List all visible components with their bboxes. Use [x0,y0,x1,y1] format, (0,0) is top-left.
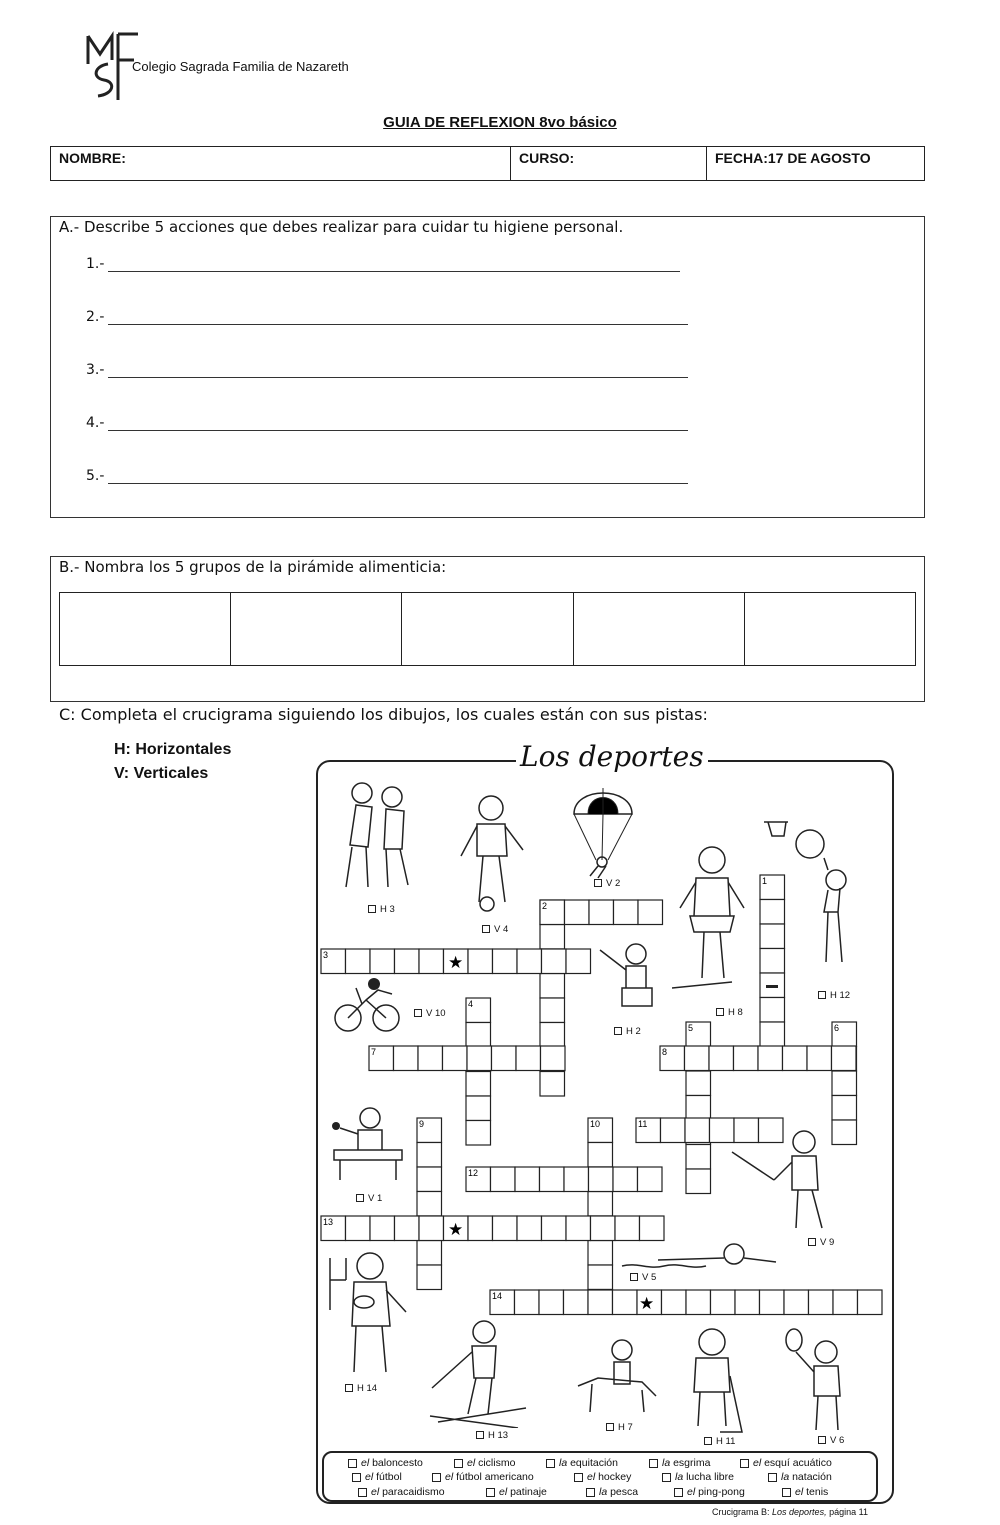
crossword-cell[interactable] [540,1167,565,1192]
word-bank-item[interactable] [348,1457,423,1469]
basketball-illustration [758,812,858,982]
clue-tag-v6 [818,1435,844,1446]
crossword-cell[interactable] [395,1216,420,1241]
crossword-cell[interactable] [735,1290,760,1315]
clue-number: 10 [590,1119,601,1129]
word-text: fútbol americano [456,1471,534,1483]
crossword-cell[interactable] [493,949,518,974]
crossword-cell[interactable] [419,1216,444,1241]
crossword-cell[interactable] [807,1046,832,1071]
crossword-cell[interactable] [662,1290,687,1315]
clue-tag-h8 [716,1007,743,1018]
word-text: fútbol [376,1471,402,1483]
clue-tag-text: V 4 [494,924,509,935]
crossword-cell[interactable] [516,1046,541,1071]
page-title: GUIA DE REFLEXION 8vo básico [383,114,617,131]
crossword-cell[interactable] [417,1143,442,1168]
crossword-cell[interactable] [466,1096,491,1121]
crossword-cell[interactable] [542,1216,567,1241]
word-text: tenis [806,1486,829,1498]
word-article: la [781,1471,793,1483]
checkbox-icon[interactable] [586,1488,595,1497]
clue-number: 2 [542,901,548,911]
clue-tag-v5 [630,1272,656,1283]
clue-number: 8 [662,1047,668,1057]
word-bank-item[interactable] [586,1486,638,1498]
checkbox-icon[interactable] [546,1459,555,1468]
checkbox-icon[interactable] [768,1473,777,1482]
crossword-cell[interactable] [638,1167,663,1192]
line-number: 3.- [86,362,105,378]
parachute-illustration [568,780,638,880]
hockey-player-illustration [680,1326,750,1436]
skater-illustration [672,842,752,992]
clue-tag-h7 [606,1422,633,1433]
crossword-cell[interactable] [566,949,591,974]
crossword-cell[interactable] [734,1046,759,1071]
crossword-cell[interactable] [783,1046,808,1071]
word-text: pesca [610,1486,639,1498]
caption-prefix: Crucigrama B: [712,1507,770,1517]
crossword-cell[interactable] [758,1046,783,1071]
crossword-cell[interactable] [419,949,444,974]
clue-tag-v10 [414,1008,446,1019]
clue-tag-text: V 1 [368,1193,383,1204]
clue-number: 7 [371,1047,377,1057]
section-b-prompt: B.- Nombra los 5 grupos de la pirámide alimenticia: [59,558,447,576]
clue-tag-h2 [614,1026,641,1037]
checkbox-icon[interactable] [782,1488,791,1497]
crossword-cell[interactable] [760,1022,785,1047]
clue-tag-h14 [345,1383,377,1394]
crossword-cell[interactable] [394,1046,419,1071]
word-article: la [559,1457,571,1469]
clue-tag-h13 [476,1430,508,1441]
legend-vertical: V: Verticales [114,765,209,782]
checkbox-icon[interactable] [486,1488,495,1497]
crossword-cell[interactable] [346,1216,371,1241]
checkbox-icon[interactable] [358,1488,367,1497]
section-c-prompt: C: Completa el crucigrama siguiendo los dibujos, los cuales están con sus pistas: [59,705,708,724]
horse-rider-illustration [572,1336,662,1416]
clue-tag-v1 [356,1193,382,1204]
crossword-cell[interactable] [709,1046,734,1071]
fecha-label: FECHA:17 DE AGOSTO [715,150,871,166]
crossword-cell[interactable] [492,1046,517,1071]
clue-number: 4 [468,999,474,1009]
crossword-cell[interactable] [395,949,420,974]
crossword-cell[interactable] [540,1023,565,1048]
crossword-cell[interactable] [760,1290,785,1315]
crossword-cell[interactable] [832,1046,857,1071]
word-bank-item[interactable] [574,1471,631,1483]
crossword-cell[interactable] [832,1096,857,1121]
legend-horizontal: H: Horizontales [114,741,232,758]
word-article: el [587,1471,599,1483]
crossword-cell[interactable] [588,1290,613,1315]
word-text: esgrima [673,1457,711,1469]
checkbox-icon[interactable] [348,1459,357,1468]
crossword-cell[interactable] [832,1120,857,1145]
line-number: 5.- [86,468,105,484]
word-bank-item[interactable] [768,1471,832,1483]
crossword-cell[interactable] [809,1290,834,1315]
clue-tag-text: V 2 [606,878,621,889]
word-text: natación [792,1471,832,1483]
crossword-cell[interactable] [589,1167,614,1192]
word-article: el [795,1486,807,1498]
crossword-cell[interactable] [588,1241,613,1266]
clue-tag-text: V 10 [426,1008,446,1019]
crossword-cell[interactable] [466,1072,491,1097]
word-text: esquí acuático [764,1457,832,1469]
word-bank-item[interactable] [674,1486,745,1498]
word-text: patinaje [510,1486,547,1498]
crossword-cell[interactable] [540,974,565,999]
crossword-cell[interactable] [491,1167,516,1192]
crossword-cell[interactable] [686,1096,711,1121]
clue-number: 3 [323,950,329,960]
word-article: la [662,1457,674,1469]
crossword-cell[interactable] [467,1046,492,1071]
fencer-illustration [730,1128,830,1233]
clue-tag-text: H 12 [830,990,851,1001]
checkbox-icon[interactable] [740,1459,749,1468]
curso-label: CURSO: [519,150,575,166]
crossword-cell[interactable] [468,1216,493,1241]
checkbox-icon[interactable] [454,1459,463,1468]
word-text: ping-pong [698,1486,745,1498]
crossword-cell[interactable] [515,1167,540,1192]
clue-number: 11 [638,1119,648,1129]
crossword-cell[interactable] [589,900,614,925]
checkbox-icon[interactable] [352,1473,361,1482]
tennis-player-illustration [780,1326,860,1436]
crossword-cell[interactable] [686,1071,711,1096]
crossword-cell[interactable] [540,998,565,1023]
clue-number: 14 [492,1291,503,1301]
crossword-cell[interactable] [711,1290,736,1315]
crossword-cell[interactable] [685,1046,710,1071]
clue-number: 12 [468,1168,479,1178]
crossword-cell[interactable] [417,1192,442,1217]
crossword-cell[interactable] [685,1118,710,1143]
word-article: el [467,1457,479,1469]
clue-number: 9 [419,1119,425,1129]
word-bank-item[interactable] [782,1486,828,1498]
word-article: el [365,1471,377,1483]
crossword-cell[interactable] [417,1167,442,1192]
crossword-cell[interactable] [540,1072,565,1097]
word-article: el [753,1457,765,1469]
word-text: baloncesto [372,1457,423,1469]
crossword-cell[interactable] [833,1290,858,1315]
crossword-cell[interactable] [686,1145,711,1170]
clue-tag-h11 [704,1436,735,1447]
nombre-label: NOMBRE: [59,150,126,166]
clue-number: 1 [762,876,768,886]
crossword-cell[interactable] [686,1290,711,1315]
checkbox-icon[interactable] [574,1473,583,1482]
word-article: la [599,1486,611,1498]
clue-tag-h3 [368,904,395,915]
clue-number: 13 [323,1217,334,1227]
crossword-cell[interactable] [541,1046,566,1071]
crossword-cell[interactable] [443,1046,468,1071]
word-bank-item[interactable] [546,1457,618,1469]
word-bank-item[interactable] [358,1486,445,1498]
clue-number: 5 [688,1023,694,1033]
crossword-cell[interactable] [540,925,565,950]
clue-tag-text: H 8 [728,1007,743,1018]
word-bank-item[interactable] [486,1486,547,1498]
word-article: el [361,1457,373,1469]
word-article: el [499,1486,511,1498]
crossword-cell[interactable] [588,1143,613,1168]
crossword-cell[interactable] [517,1216,542,1241]
crossword-cell[interactable] [515,1290,540,1315]
crossword-cell[interactable] [466,1023,491,1048]
crossword-cell[interactable] [370,1216,395,1241]
fishing-illustration [596,940,666,1020]
line-number: 4.- [86,415,105,431]
word-article: la [675,1471,687,1483]
wrestlers-illustration [338,775,418,895]
crossword-cell[interactable] [539,1290,564,1315]
checkbox-icon[interactable] [674,1488,683,1497]
checkbox-icon[interactable] [649,1459,658,1468]
word-bank-item[interactable] [740,1457,832,1469]
word-article: el [445,1471,457,1483]
line-number: 1.- [86,256,105,272]
star-icon: ★ [639,1294,655,1314]
pingpong-illustration [330,1104,410,1184]
caption-page: página 11 [829,1507,868,1517]
clue-tag-text: H 3 [380,904,395,915]
clue-number: 6 [834,1023,840,1033]
clue-tag-text: H 2 [626,1026,641,1037]
clue-tag-text: H 11 [716,1436,736,1447]
checkbox-icon[interactable] [432,1473,441,1482]
word-text: equitación [570,1457,618,1469]
waterski-illustration [428,1318,528,1428]
crossword-cell[interactable] [417,1265,442,1290]
football-player-illustration [326,1250,411,1380]
cyclist-illustration [322,976,402,1036]
crossword-cell[interactable] [591,1216,616,1241]
crossword-cell[interactable] [564,1290,589,1315]
soccer-player-illustration [455,790,530,915]
crossword-cell[interactable] [346,949,371,974]
word-text: hockey [598,1471,632,1483]
clue-tag-v2 [594,878,620,889]
crossword-cell[interactable] [638,900,663,925]
crossword-title: Los deportes [516,740,708,773]
word-bank-item[interactable] [432,1471,534,1483]
checkbox-icon[interactable] [662,1473,671,1482]
crossword-cell[interactable] [686,1169,711,1194]
school-name: Colegio Sagrada Familia de Nazareth [132,59,349,74]
crossword-cell[interactable] [370,949,395,974]
crossword-cell[interactable] [564,1167,589,1192]
crossword-caption [712,1507,868,1517]
crossword-cell[interactable] [760,998,785,1023]
word-bank-item[interactable] [454,1457,515,1469]
crossword-cell[interactable] [468,949,493,974]
crossword-cell[interactable] [566,1216,591,1241]
clue-tag-text: H 13 [488,1430,509,1441]
clue-tag-text: H 14 [357,1383,378,1394]
star-icon: ★ [448,1220,464,1240]
word-text: ciclismo [478,1457,516,1469]
word-bank-item[interactable] [649,1457,710,1469]
crossword-cell[interactable] [517,949,542,974]
word-text: lucha libre [686,1471,734,1483]
crossword-cell[interactable] [417,1241,442,1266]
clue-tag-v9 [808,1237,834,1248]
hyphen-mark [766,985,778,988]
crossword-cell[interactable] [565,900,590,925]
crossword-cell[interactable] [832,1071,857,1096]
clue-tag-h12 [818,990,850,1001]
word-bank-item[interactable] [352,1471,402,1483]
word-article: el [687,1486,699,1498]
crossword-cell[interactable] [542,949,567,974]
crossword-cell[interactable] [858,1290,883,1315]
clue-tag-text: H 7 [618,1422,633,1433]
clue-tag-text: V 6 [830,1435,845,1446]
crossword-cell[interactable] [588,1192,613,1217]
word-bank-item[interactable] [662,1471,734,1483]
word-text: paracaidismo [382,1486,445,1498]
word-article: el [371,1486,383,1498]
star-icon: ★ [448,953,464,973]
clue-tag-v4 [482,924,508,935]
caption-title: Los deportes, [772,1507,827,1517]
crossword-cell[interactable] [466,1121,491,1146]
clue-tag-text: V 9 [820,1237,835,1248]
crossword-cell[interactable] [493,1216,518,1241]
crossword-cell[interactable] [614,900,639,925]
section-a-prompt: A.- Describe 5 acciones que debes realizar para cuidar tu higiene personal. [59,218,624,236]
crossword-cell[interactable] [588,1265,613,1290]
crossword-cell[interactable] [784,1290,809,1315]
crossword-cell[interactable] [613,1290,638,1315]
crossword-cell[interactable] [418,1046,443,1071]
crossword-cell[interactable] [613,1167,638,1192]
line-number: 2.- [86,309,105,325]
clue-tag-text: V 5 [642,1272,657,1283]
crossword-cell[interactable] [661,1118,686,1143]
